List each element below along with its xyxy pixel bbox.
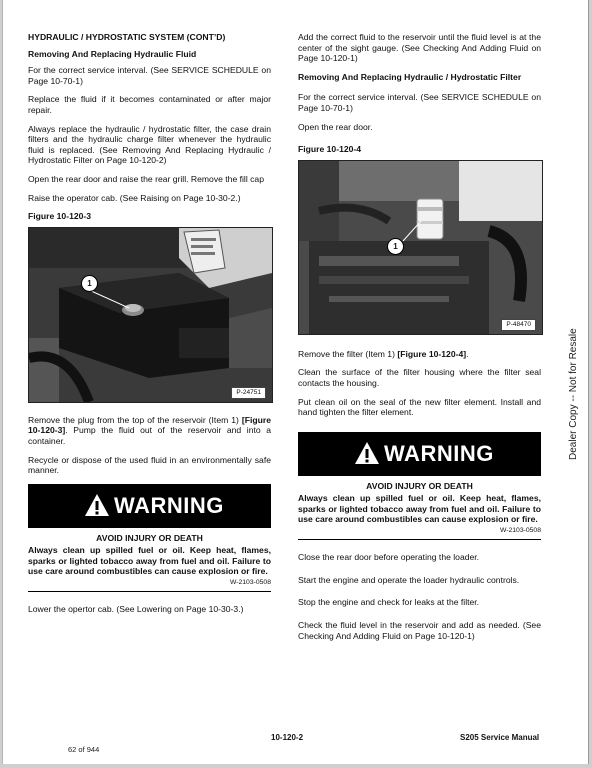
- figure-code: P-24751: [231, 387, 266, 399]
- paragraph: For the correct service interval. (See SERVICE SCHEDULE on Page 10-70-1): [28, 65, 271, 86]
- figure-photo-filter: [298, 160, 543, 335]
- paragraph: For the correct service interval. (See SERVICE SCHEDULE on Page 10-70-1): [298, 92, 541, 113]
- figure-caption: Figure 10-120-4: [298, 144, 362, 155]
- warning-triangle-icon: [354, 441, 380, 465]
- warning-code: W-2103-0508: [499, 526, 541, 534]
- warning-title: WARNING: [384, 440, 494, 466]
- paragraph: Open the rear door.: [298, 121, 373, 132]
- paragraph-remove-filter: Remove the filter (Item 1) [Figure 10-120-4].: [298, 348, 469, 359]
- paragraph: Recycle or dispose of the used fluid in an environmentally safe manner.: [28, 454, 271, 476]
- paragraph: Start the engine and operate the loader hydraulic controls.: [298, 574, 520, 585]
- reservoir-photo-image: [29, 228, 272, 402]
- warning-banner: [298, 432, 541, 476]
- footer-manual-title: S205 Service Manual: [460, 733, 540, 742]
- paragraph: Add the correct fluid to the reservoir until the fluid level is at the center of the sight gauge. (See Checking And Adding Fluid on Page 10-120-1): [298, 32, 541, 64]
- paragraph: Raise the operator cab. (See Raising on Page 10-30-2.): [28, 192, 241, 203]
- warning-subtitle: AVOID INJURY OR DEATH: [96, 532, 203, 543]
- figure-code: P-48470: [501, 319, 536, 331]
- figure-caption: Figure 10-120-3: [28, 211, 92, 222]
- paragraph: Close the rear door before operating the loader.: [298, 552, 480, 563]
- warning-banner: [28, 484, 271, 528]
- paragraph: Always replace the hydraulic / hydrostatic filter, the case drain filters and the hydraulic charge filter whenever the hydraulic fluid is replaced. (See Removing And Replacing Hydraulic / Hydrostatic Filter on Page 10-120-2): [28, 123, 271, 166]
- figure-reference: [Figure 10-120-4]: [397, 348, 467, 359]
- warning-code: W-2103-0508: [229, 578, 271, 586]
- warning-body: Always clean up spilled fuel or oil. Keep heat, flames, sparks or lighted tobacco away from fuel and oil. Failure to use care around combustibles can cause explosion or fire.: [298, 493, 541, 525]
- warning-body: Always clean up spilled fuel or oil. Keep heat, flames, sparks or lighted tobacco away from fuel and oil. Failure to use care around combustibles can cause explosion or fire.: [28, 545, 271, 577]
- subsection-title: Removing And Replacing Hydraulic Fluid: [28, 48, 197, 59]
- paragraph: Lower the opertor cab. (See Lowering on Page 10-30-3.): [28, 604, 244, 615]
- paragraph: Check the fluid level in the reservoir and add as needed. (See Checking And Adding Fluid on Page 10-120-1): [298, 619, 541, 641]
- footer-page-number: 10-120-2: [271, 733, 304, 742]
- figure-callout: 1: [387, 238, 404, 255]
- warning-title: WARNING: [114, 492, 224, 518]
- subsection-title: Removing And Replacing Hydraulic / Hydrostatic Filter: [298, 71, 522, 82]
- side-watermark: Dealer Copy -- Not for Resale: [568, 328, 579, 460]
- paragraph: Stop the engine and check for leaks at the filter.: [298, 597, 480, 608]
- section-title: HYDRAULIC / HYDROSTATIC SYSTEM (CONT’D): [28, 32, 226, 42]
- divider: [28, 591, 271, 592]
- paragraph: Replace the fluid if it becomes contaminated or after major repair.: [28, 94, 271, 115]
- left-column: [28, 32, 271, 623]
- figure-photo-reservoir: [28, 227, 273, 403]
- manual-page: [3, 0, 588, 764]
- figure-callout: 1: [81, 275, 98, 292]
- figure-reference: [Figure 10-120-3]: [28, 414, 271, 436]
- filter-photo-image: [299, 161, 542, 334]
- footer-page-count: 62 of 944: [68, 745, 100, 754]
- paragraph-remove-plug: Remove the plug from the top of the reservoir (Item 1) [Figure 10-120-3]. Pump the fluid out of the reservoir and into a container.: [28, 414, 271, 446]
- right-column: [298, 32, 541, 649]
- divider: [298, 539, 541, 540]
- paragraph: Open the rear door and raise the rear grill. Remove the fill cap: [28, 173, 264, 184]
- warning-subtitle: AVOID INJURY OR DEATH: [366, 480, 473, 491]
- paragraph: Clean the surface of the filter housing where the filter seal contacts the housing.: [298, 367, 541, 388]
- paragraph: Put clean oil on the seal of the new filter element. Install and hand tighten the filter element.: [298, 396, 541, 418]
- warning-triangle-icon: [84, 493, 110, 517]
